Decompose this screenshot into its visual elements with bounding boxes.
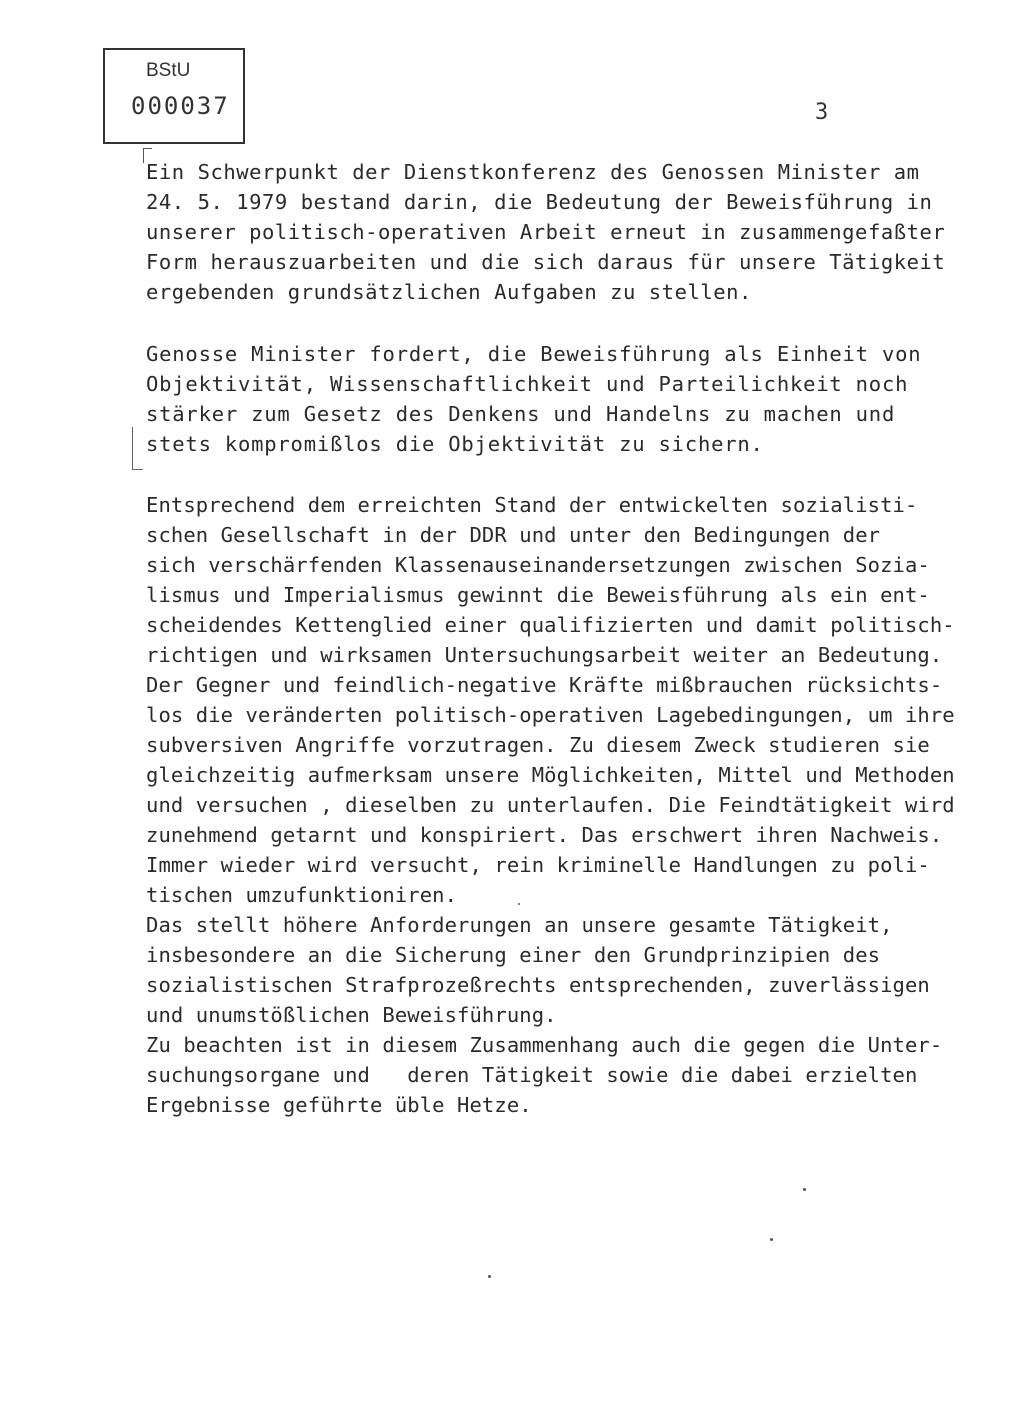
text-line: Der Gegner und feindlich-negative Kräfte mißbrauchen rücksichts- [146,673,943,697]
text-line: los die veränderten politisch-operativen Lagebedingungen, um ihre [146,703,955,727]
text-line: Objektivität, Wissenschaftlichkeit und Parteilichkeit noch [146,372,909,396]
text-line: lismus und Imperialismus gewinnt die Beweisführung als ein ent- [146,583,930,607]
text-line: richtigen und wirksamen Untersuchungsarbeit weiter an Bedeutung. [146,643,943,667]
text-line: Zu beachten ist in diesem Zusammenhang auch die gegen die Unter- [146,1033,943,1057]
scan-speck [488,1275,491,1278]
text-line: sozialistischen Strafprozeßrechts entsprechenden, zuverlässigen [146,973,930,997]
text-line: 24. 5. 1979 bestand darin, die Bedeutung der Beweisführung in [146,190,933,214]
text-line: tischen umzufunktioniren. [146,883,458,907]
text-line: suchungsorgane und deren Tätigkeit sowie die dabei erzielten [146,1063,918,1087]
paragraph-dienstkonferenz [146,157,945,307]
stamp-agency: BStU [146,60,191,81]
text-line: sich verschärfenden Klassenauseinandersetzungen zwischen Sozia- [146,553,930,577]
scan-speck [770,1238,773,1241]
margin-bracket-mark [132,427,143,470]
text-line: insbesondere an die Sicherung einer den Grundprinzipien des [146,943,881,967]
text-line: unserer politisch-operativen Arbeit erneut in zusammengefaßter [146,220,946,244]
text-line: Ergebnisse geführte üble Hetze. [146,1093,532,1117]
stamp-number: 000037 [131,92,230,120]
archive-stamp [103,48,245,144]
text-line: zunehmend getarnt und konspiriert. Das erschwert ihren Nachweis. [146,823,943,847]
paragraph-genosse-minister [146,339,921,459]
text-line: Das stellt höhere Anforderungen an unsere gesamte Tätigkeit, [146,913,893,937]
text-line: Genosse Minister fordert, die Beweisführung als Einheit von [146,342,922,366]
page-number: 3 [815,100,829,125]
text-line: ergebenden grundsätzlichen Aufgaben zu stellen. [146,280,752,304]
text-line: und unumstößlichen Beweisführung. [146,1003,557,1027]
text-line: Ein Schwerpunkt der Dienstkonferenz des Genossen Minister am [146,160,920,184]
text-line: Form herauszuarbeiten und die sich daraus für unsere Tätigkeit [146,250,946,274]
text-line: schen Gesellschaft in der DDR und unter den Bedingungen der [146,523,881,547]
text-line: Immer wieder wird versucht, rein kriminelle Handlungen zu poli- [146,853,930,877]
text-line: stets kompromißlos die Objektivität zu sichern. [146,432,764,456]
scan-speck [518,903,520,905]
text-line: gleichzeitig aufmerksam unsere Möglichkeiten, Mittel und Methoden [146,763,955,787]
scan-speck [803,1188,806,1191]
text-line: Entsprechend dem erreichten Stand der entwickelten sozialisti- [146,493,918,517]
text-line: subversiven Angriffe vorzutragen. Zu diesem Zweck studieren sie [146,733,930,757]
text-line: scheidendes Kettenglied einer qualifizierten und damit politisch- [146,613,955,637]
text-line: und versuchen , dieselben zu unterlaufen. Die Feindtätigkeit wird [146,793,955,817]
paragraph-beweisfuehrung [146,490,955,1120]
text-line: stärker zum Gesetz des Denkens und Handelns zu machen und [146,402,896,426]
